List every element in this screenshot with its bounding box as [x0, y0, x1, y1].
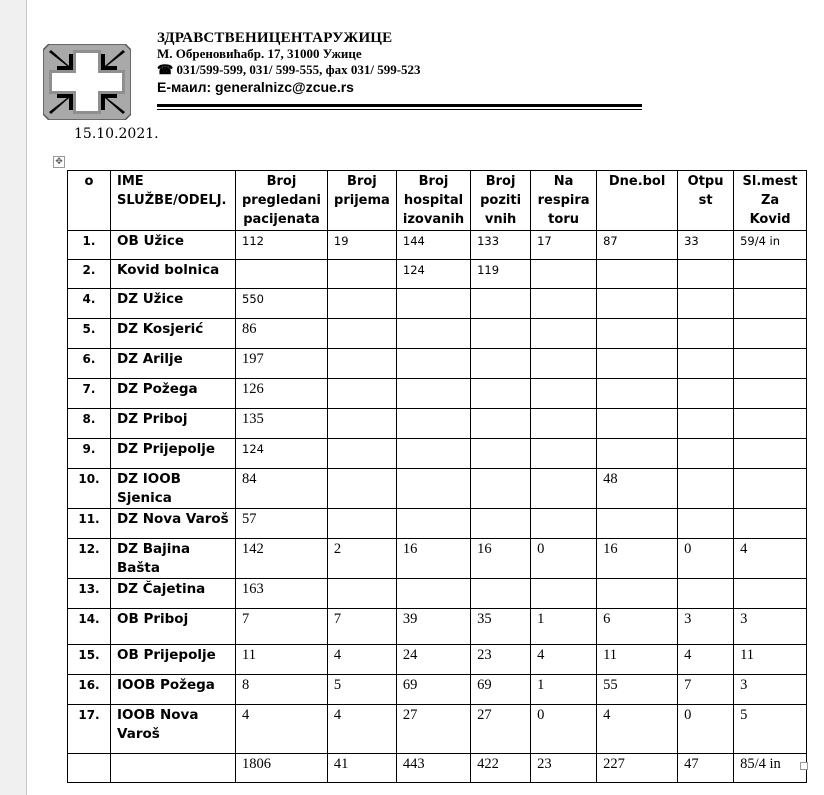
row-number: 6. [68, 349, 111, 379]
cell-day-hospital[interactable]: 11 [597, 645, 678, 675]
table-resize-handle[interactable] [800, 762, 808, 770]
cell-day-hospital[interactable]: 16 [597, 539, 678, 579]
cell-admissions[interactable]: 41 [327, 754, 396, 783]
cell-examined[interactable]: 8 [236, 675, 328, 705]
cell-positive[interactable]: 27 [471, 705, 531, 754]
facility-name [111, 754, 236, 783]
cell-discharged[interactable]: 0 [678, 539, 734, 579]
facility-name: DZ Čajetina [111, 579, 236, 609]
cell-covid-beds[interactable] [734, 439, 807, 469]
cell-hospitalized[interactable] [396, 439, 470, 469]
cell-examined[interactable]: 86 [236, 319, 328, 349]
cell-admissions[interactable] [327, 409, 396, 439]
facility-name: OB Užice [111, 231, 236, 260]
cell-examined[interactable]: 124 [236, 439, 328, 469]
row-number: 8. [68, 409, 111, 439]
cell-covid-beds[interactable]: 59/4 in [734, 231, 807, 260]
facility-name: IOOB Nova Varoš [111, 705, 236, 754]
cell-admissions[interactable]: 2 [327, 539, 396, 579]
column-header-positive: Broj poziti vnih [471, 171, 531, 231]
cell-discharged[interactable] [678, 509, 734, 539]
column-header-admissions: Broj prijema [327, 171, 396, 231]
cell-hospitalized[interactable]: 27 [396, 705, 470, 754]
table-row [68, 469, 807, 509]
cell-covid-beds[interactable] [734, 260, 807, 289]
cell-examined[interactable]: 550 [236, 289, 328, 319]
cell-positive[interactable]: 422 [471, 754, 531, 783]
cell-discharged[interactable] [678, 439, 734, 469]
organization-name: ЗДРАВСТВЕНИЦЕНТАРУЖИЦЕ [157, 30, 393, 46]
cell-day-hospital[interactable] [597, 439, 678, 469]
table-row [68, 231, 807, 260]
column-header-examined: Broj pregledani pacijenata [236, 171, 328, 231]
cell-respirator[interactable] [531, 349, 597, 379]
page-margin-gutter [0, 0, 27, 795]
cell-covid-beds[interactable]: 85/4 in [734, 754, 807, 783]
cell-admissions[interactable]: 19 [327, 231, 396, 260]
table-row [68, 675, 807, 705]
cell-discharged[interactable] [678, 379, 734, 409]
cell-hospitalized[interactable]: 443 [396, 754, 470, 783]
cell-positive[interactable] [471, 439, 531, 469]
cell-covid-beds[interactable]: 11 [734, 645, 807, 675]
cell-respirator[interactable]: 0 [531, 539, 597, 579]
cell-day-hospital[interactable] [597, 319, 678, 349]
cell-examined[interactable]: 197 [236, 349, 328, 379]
facility-name: DZ Priboj [111, 409, 236, 439]
report-table [67, 170, 807, 783]
table-row [68, 539, 807, 579]
cell-discharged[interactable]: 7 [678, 675, 734, 705]
table-row [68, 509, 807, 539]
cell-positive[interactable] [471, 349, 531, 379]
column-header-number: o [68, 171, 111, 231]
cell-admissions[interactable] [327, 509, 396, 539]
cell-hospitalized[interactable]: 124 [396, 260, 470, 289]
cell-day-hospital[interactable]: 227 [597, 754, 678, 783]
facility-name: DZ Nova Varoš [111, 509, 236, 539]
cell-admissions[interactable]: 5 [327, 675, 396, 705]
cell-hospitalized[interactable] [396, 409, 470, 439]
cell-covid-beds[interactable] [734, 509, 807, 539]
row-number [68, 754, 111, 783]
table-row [68, 645, 807, 675]
cell-covid-beds[interactable]: 3 [734, 609, 807, 645]
cell-covid-beds[interactable]: 4 [734, 539, 807, 579]
facility-name: DZ Kosjerić [111, 319, 236, 349]
cell-respirator[interactable] [531, 260, 597, 289]
cell-respirator[interactable] [531, 409, 597, 439]
cell-admissions[interactable] [327, 260, 396, 289]
facility-name: DZ Bajina Bašta [111, 539, 236, 579]
row-number: 13. [68, 579, 111, 609]
cell-respirator[interactable]: 23 [531, 754, 597, 783]
letterhead [157, 30, 421, 95]
cell-respirator[interactable]: 0 [531, 705, 597, 754]
cell-respirator[interactable] [531, 469, 597, 509]
cell-covid-beds[interactable] [734, 469, 807, 509]
cell-day-hospital[interactable] [597, 260, 678, 289]
cell-discharged[interactable] [678, 289, 734, 319]
table-row [68, 349, 807, 379]
cell-examined[interactable]: 11 [236, 645, 328, 675]
table-row [68, 260, 807, 289]
cell-examined[interactable]: 163 [236, 579, 328, 609]
cell-positive[interactable] [471, 379, 531, 409]
column-header-name: IME SLUŽBE/ODELJ. [111, 171, 236, 231]
row-number: 14. [68, 609, 111, 645]
cell-covid-beds[interactable] [734, 579, 807, 609]
cell-discharged[interactable]: 3 [678, 609, 734, 645]
cell-respirator[interactable] [531, 509, 597, 539]
cell-respirator[interactable]: 17 [531, 231, 597, 260]
column-header-discharged: Otpu st [678, 171, 734, 231]
cell-covid-beds[interactable] [734, 349, 807, 379]
cell-respirator[interactable] [531, 379, 597, 409]
cell-positive[interactable]: 16 [471, 539, 531, 579]
cell-covid-beds[interactable]: 5 [734, 705, 807, 754]
cell-admissions[interactable]: 7 [327, 609, 396, 645]
table-row [68, 705, 807, 754]
cell-examined[interactable]: 112 [236, 231, 328, 260]
facility-name: DZ Arilje [111, 349, 236, 379]
cell-day-hospital[interactable] [597, 379, 678, 409]
column-header-day-hospital: Dne.bol [597, 171, 678, 231]
facility-name: DZ Požega [111, 379, 236, 409]
cell-covid-beds[interactable] [734, 409, 807, 439]
cell-discharged[interactable]: 33 [678, 231, 734, 260]
cell-positive[interactable] [471, 319, 531, 349]
table-row [68, 579, 807, 609]
cell-hospitalized[interactable] [396, 469, 470, 509]
column-header-respirator: Na respira toru [531, 171, 597, 231]
cell-examined[interactable] [236, 260, 328, 289]
cell-day-hospital[interactable]: 4 [597, 705, 678, 754]
table-row [68, 609, 807, 645]
cell-day-hospital[interactable]: 87 [597, 231, 678, 260]
cell-hospitalized[interactable]: 16 [396, 539, 470, 579]
column-header-hospitalized: Broj hospital izovanih [396, 171, 470, 231]
cell-hospitalized[interactable]: 39 [396, 609, 470, 645]
cell-positive[interactable] [471, 579, 531, 609]
cell-admissions[interactable] [327, 289, 396, 319]
table-move-handle-icon[interactable]: ✥ [53, 156, 65, 168]
cell-respirator[interactable]: 1 [531, 675, 597, 705]
cell-admissions[interactable] [327, 349, 396, 379]
facility-name: DZ Užice [111, 289, 236, 319]
header-rule-thick [157, 104, 642, 107]
row-number: 5. [68, 319, 111, 349]
cell-examined[interactable]: 126 [236, 379, 328, 409]
cell-day-hospital[interactable]: 48 [597, 469, 678, 509]
cell-hospitalized[interactable] [396, 379, 470, 409]
table-row [68, 379, 807, 409]
cell-examined[interactable]: 1806 [236, 754, 328, 783]
row-number: 4. [68, 289, 111, 319]
phone-numbers: 031/599-599, 031/ 599-555, фах 031/ 599-523 [176, 62, 421, 77]
cell-day-hospital[interactable] [597, 349, 678, 379]
cell-positive[interactable] [471, 409, 531, 439]
cell-day-hospital[interactable] [597, 509, 678, 539]
cell-hospitalized[interactable]: 69 [396, 675, 470, 705]
facility-name: IOOB Požega [111, 675, 236, 705]
cell-positive[interactable]: 23 [471, 645, 531, 675]
cell-respirator[interactable] [531, 319, 597, 349]
cell-hospitalized[interactable]: 24 [396, 645, 470, 675]
table-row [68, 319, 807, 349]
medical-cross-logo [43, 44, 131, 120]
cell-positive[interactable] [471, 469, 531, 509]
cell-hospitalized[interactable] [396, 509, 470, 539]
cell-discharged[interactable]: 47 [678, 754, 734, 783]
cell-examined[interactable]: 135 [236, 409, 328, 439]
cell-examined[interactable]: 7 [236, 609, 328, 645]
document-date: 15.10.2021. [74, 126, 159, 142]
row-number: 16. [68, 675, 111, 705]
cell-positive[interactable]: 35 [471, 609, 531, 645]
header-rule-thin [157, 109, 642, 110]
row-number: 9. [68, 439, 111, 469]
cell-covid-beds[interactable] [734, 379, 807, 409]
cell-examined[interactable]: 142 [236, 539, 328, 579]
cell-discharged[interactable] [678, 469, 734, 509]
cell-examined[interactable]: 57 [236, 509, 328, 539]
cell-hospitalized[interactable] [396, 349, 470, 379]
facility-name: DZ Prijepolje [111, 439, 236, 469]
cell-covid-beds[interactable] [734, 289, 807, 319]
cell-hospitalized[interactable] [396, 579, 470, 609]
cell-positive[interactable] [471, 289, 531, 319]
row-number: 17. [68, 705, 111, 754]
cell-discharged[interactable] [678, 260, 734, 289]
row-number: 15. [68, 645, 111, 675]
facility-name: DZ IOOB Sjenica [111, 469, 236, 509]
cell-hospitalized[interactable] [396, 319, 470, 349]
table-row [68, 289, 807, 319]
telephone-icon: ☎ [157, 62, 174, 77]
cell-discharged[interactable]: 0 [678, 705, 734, 754]
table-header-row [68, 171, 807, 231]
cell-examined[interactable]: 84 [236, 469, 328, 509]
cell-day-hospital[interactable]: 6 [597, 609, 678, 645]
cell-examined[interactable]: 4 [236, 705, 328, 754]
cell-positive[interactable] [471, 509, 531, 539]
cell-covid-beds[interactable]: 3 [734, 675, 807, 705]
cell-day-hospital[interactable] [597, 409, 678, 439]
cell-admissions[interactable] [327, 579, 396, 609]
cell-respirator[interactable]: 4 [531, 645, 597, 675]
cell-hospitalized[interactable]: 144 [396, 231, 470, 260]
cell-positive[interactable]: 69 [471, 675, 531, 705]
facility-name: Kovid bolnica [111, 260, 236, 289]
cell-respirator[interactable] [531, 439, 597, 469]
cell-discharged[interactable] [678, 579, 734, 609]
facility-name: OB Prijepolje [111, 645, 236, 675]
cell-admissions[interactable] [327, 469, 396, 509]
cell-positive[interactable]: 119 [471, 260, 531, 289]
email[interactable]: Е-маил: generalnizc@zcue.rs [157, 79, 354, 95]
cell-discharged[interactable] [678, 409, 734, 439]
table-row [68, 409, 807, 439]
row-number: 11. [68, 509, 111, 539]
cell-respirator[interactable]: 1 [531, 609, 597, 645]
row-number: 2. [68, 260, 111, 289]
table-row [68, 439, 807, 469]
facility-name: OB Priboj [111, 609, 236, 645]
cell-positive[interactable]: 133 [471, 231, 531, 260]
cell-day-hospital[interactable] [597, 289, 678, 319]
cell-admissions[interactable] [327, 319, 396, 349]
cell-covid-beds[interactable] [734, 319, 807, 349]
table-row [68, 754, 807, 783]
phone-line [157, 62, 421, 78]
cell-day-hospital[interactable] [597, 579, 678, 609]
cell-day-hospital[interactable]: 55 [597, 675, 678, 705]
cell-admissions[interactable]: 4 [327, 705, 396, 754]
cell-admissions[interactable] [327, 439, 396, 469]
cell-admissions[interactable]: 4 [327, 645, 396, 675]
cell-discharged[interactable]: 4 [678, 645, 734, 675]
row-number: 7. [68, 379, 111, 409]
cell-discharged[interactable] [678, 319, 734, 349]
cell-admissions[interactable] [327, 379, 396, 409]
cell-hospitalized[interactable] [396, 289, 470, 319]
address: М. Обреновићабр. 17, 31000 Ужице [157, 46, 362, 61]
column-header-covid-beds: Sl.mest Za Kovid [734, 171, 807, 231]
row-number: 12. [68, 539, 111, 579]
cell-respirator[interactable] [531, 579, 597, 609]
row-number: 1. [68, 231, 111, 260]
cell-discharged[interactable] [678, 349, 734, 379]
cell-respirator[interactable] [531, 289, 597, 319]
row-number: 10. [68, 469, 111, 509]
